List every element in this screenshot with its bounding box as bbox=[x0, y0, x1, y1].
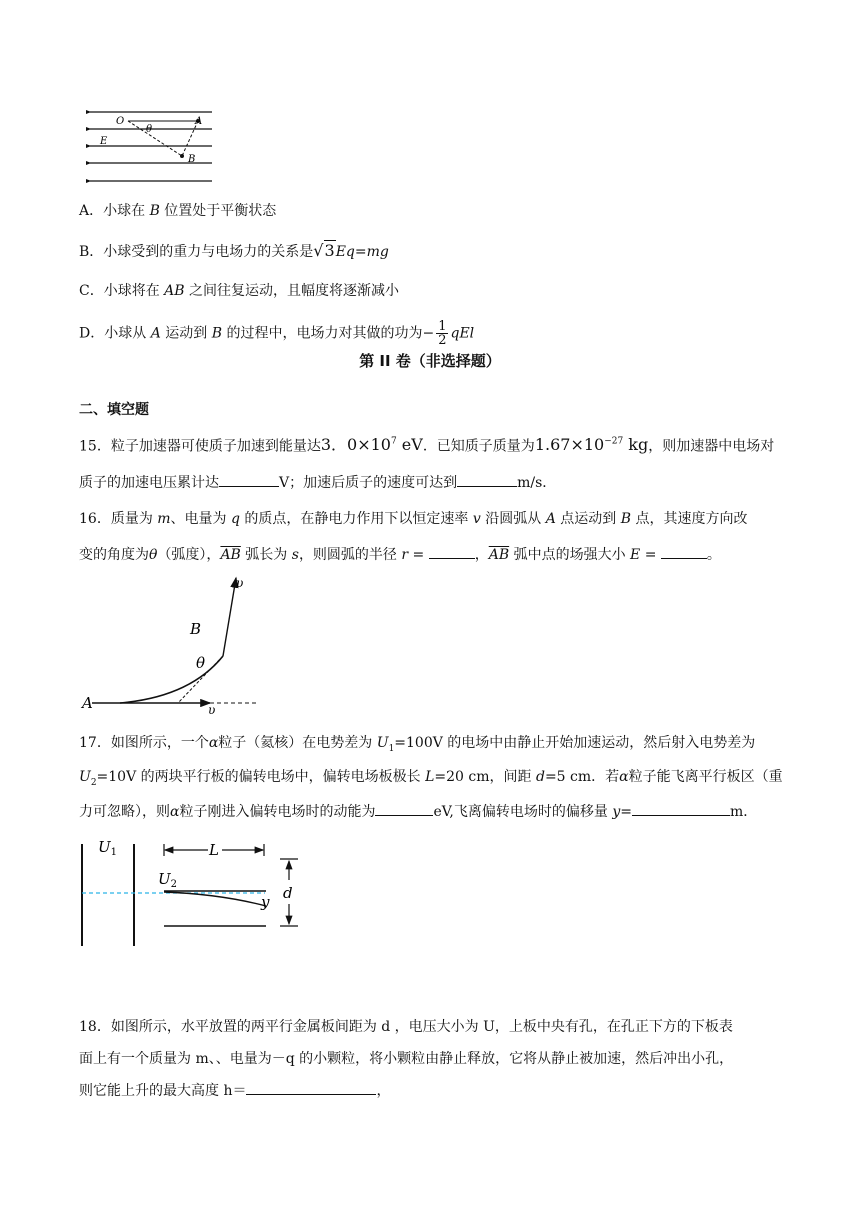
answer-blank[interactable] bbox=[246, 1080, 376, 1095]
answer-blank[interactable] bbox=[219, 472, 279, 487]
label-v-top: υ bbox=[236, 576, 244, 590]
q18-line3: 则它能上升的最大高度 h＝ ， bbox=[79, 1080, 390, 1102]
q18-line2: 面上有一个质量为 m、、电量为－q 的小颗粒，将小颗粒由静止释放，它将从静止被加速，然后冲出小孔， bbox=[79, 1051, 734, 1067]
figure-arc-trajectory bbox=[80, 572, 270, 714]
label-theta: θ bbox=[146, 124, 153, 135]
label-a: A bbox=[195, 116, 203, 127]
answer-blank[interactable] bbox=[457, 472, 517, 487]
q16-line1: 16．质量为 m、电量为 q 的质点，在静电力作用下以恒定速率 v 沿圆弧从 A 点运动到 B 点，其速度方向改 bbox=[79, 511, 748, 527]
section-subhead: 二、填空题 bbox=[79, 402, 149, 418]
label-o: O bbox=[116, 116, 125, 127]
label-d: d bbox=[283, 884, 293, 902]
answer-blank[interactable] bbox=[429, 544, 475, 559]
q18-line1: 18．如图所示，水平放置的两平行金属板间距为 d ，电压大小为 U，上板中央有孔，在孔正下方的下板表 bbox=[79, 1019, 733, 1035]
option-d: D．小球从 A 运动到 B 的过程中，电场力对其做的功为− $\frac{1}{2}$ qEl bbox=[79, 319, 475, 348]
sqrt-symbol: √3 bbox=[313, 241, 335, 260]
q15-line2: 质子的加速电压累计达 V；加速后质子的速度可达到 m/s． bbox=[79, 472, 556, 494]
arc-ab bbox=[120, 656, 223, 703]
figure-deflection bbox=[70, 834, 310, 954]
answer-blank[interactable] bbox=[375, 801, 433, 816]
label-l: L bbox=[209, 841, 219, 859]
figure-field-pendulum bbox=[86, 104, 216, 190]
particle-trajectory bbox=[164, 892, 266, 906]
answer-blank[interactable] bbox=[632, 801, 730, 816]
section-title: 第 II 卷（非选择题） bbox=[359, 352, 501, 370]
q15-line1: 15．粒子加速器可使质子加速到能量达3．$0\times 10^7$ eV．已知质子质量为$1.67\times 10^{-27}$ kg，则加速器中电场对 bbox=[79, 435, 775, 455]
field-lines bbox=[90, 112, 212, 181]
q17-line3: 力可忽略），则α粒子刚进入偏转电场时的动能为 eV,飞离偏转电场时的偏移量 y= m． bbox=[79, 801, 757, 823]
option-c: C．小球将在 AB 之间往复运动，且幅度将逐渐减小 bbox=[79, 283, 400, 299]
label-b: B bbox=[190, 620, 202, 638]
label-u2: $U_2$ bbox=[158, 870, 178, 890]
label-u1: $U_1$ bbox=[98, 838, 118, 858]
fraction-half: $\frac{1}{2}$ bbox=[438, 319, 447, 348]
ball-b bbox=[180, 154, 184, 158]
label-theta: θ bbox=[196, 654, 206, 672]
answer-blank[interactable] bbox=[661, 544, 707, 559]
q17-line1: 17．如图所示，一个α粒子（氦核）在电势差为 $U_1=100V$ 的电场中由静止开始加速运动，然后射入电势差为 bbox=[79, 735, 756, 754]
option-a: A．小球在 B 位置处于平衡状态 bbox=[79, 203, 277, 219]
label-b: B bbox=[188, 154, 196, 165]
label-e: E bbox=[100, 136, 108, 147]
q16-line2: 变的角度为θ（弧度），$\overline{AB}$ 弧长为 s，则圆弧的半径 r = ，$\overline{AB}$ 弧中点的场强大小 E = 。 bbox=[79, 544, 721, 566]
option-b: B．小球受到的重力与电场力的关系是√3Eq=mg bbox=[79, 241, 389, 260]
label-v-bottom: υ bbox=[208, 703, 216, 714]
label-a: A bbox=[82, 694, 93, 712]
q17-line2: $U_2=10V$ 的两块平行板的偏转电场中，偏转电场板极长 L=20 cm，间距 d=5 cm．若α粒子能飞离平行板区（重 bbox=[79, 769, 783, 788]
label-y: y bbox=[261, 893, 270, 911]
string-ob-dashed bbox=[128, 121, 182, 156]
velocity-at-b bbox=[223, 578, 236, 656]
